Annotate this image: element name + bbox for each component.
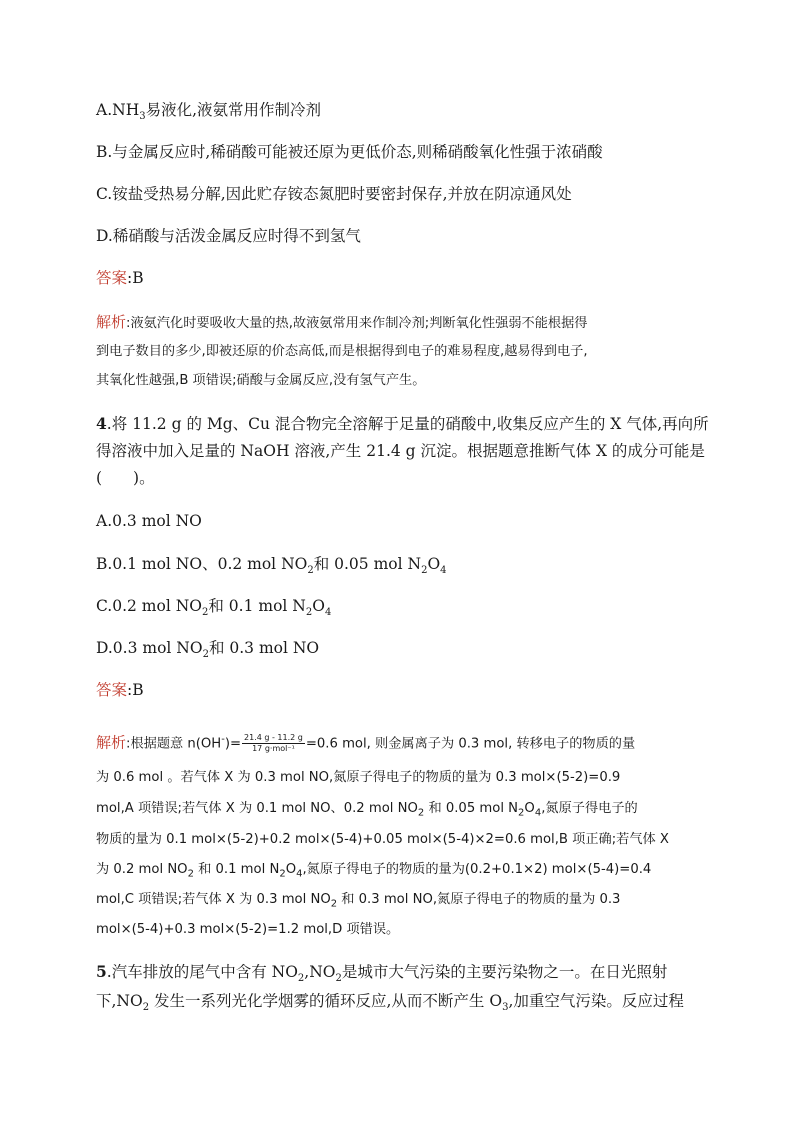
- option-letter: B.: [96, 143, 113, 161]
- option-text: 铵盐受热易分解,因此贮存铵态氮肥时要密封保存,并放在阴凉通风处: [112, 185, 572, 203]
- fraction-numerator: 21.4 g - 11.2 g: [244, 732, 303, 742]
- option-letter: C.: [96, 185, 113, 203]
- option-d: [96, 226, 698, 246]
- option-letter: D.: [96, 227, 113, 245]
- option-text: 和 0.3 mol NO: [208, 639, 320, 657]
- option-text: 稀硝酸与活泼金属反应时得不到氢气: [112, 227, 361, 245]
- subscript: 2: [335, 973, 342, 985]
- option-text: D.0.3 mol NO: [96, 639, 203, 657]
- option-c: [96, 184, 698, 204]
- q4-option-d: [96, 638, 698, 665]
- subscript: 3: [502, 1002, 509, 1014]
- question-text: 得溶液中加入足量的 NaOH 溶液,产生 21.4 g 沉淀。根据题意推断气体 X 的成分可能是: [96, 442, 705, 460]
- explanation-text: :液氨汽化时要吸收大量的热,故液氨常用来作制冷剂;判断氧化性强弱不能根据得: [126, 316, 588, 331]
- option-text: O: [312, 597, 325, 615]
- option-text: 和 0.05 mol N: [313, 555, 422, 573]
- explanation-text: mol×(5-4)+0.3 mol×(5-2)=1.2 mol,D 项错误。: [96, 922, 400, 937]
- q5-stem-line-2: [96, 991, 698, 1018]
- fraction: [242, 733, 305, 754]
- option-text: 易液化,液氨常用作制冷剂: [145, 101, 322, 119]
- option-text: A.0.3 mol NO: [96, 512, 202, 530]
- option-a: [96, 100, 698, 127]
- subscript: 2: [202, 607, 209, 619]
- subscript: 2: [307, 565, 314, 577]
- subscript: 4: [440, 565, 447, 577]
- subscript: 4: [324, 607, 332, 619]
- q4-stem-line-3: [96, 468, 698, 488]
- question-text: ( )。: [96, 469, 155, 487]
- explanation-text: ,氮原子得电子的物质的量为(0.2+0.1×2) mol×(5-4)=0.4: [302, 862, 652, 877]
- subscript: 2: [421, 565, 428, 577]
- q4-explanation-line-3: [96, 799, 698, 824]
- q3-explanation-line-2: [96, 342, 698, 362]
- explanation-text: O: [285, 862, 297, 877]
- question-text: ,NO: [304, 963, 336, 981]
- subscript: 2: [279, 868, 286, 880]
- question-number: 5: [96, 962, 107, 981]
- explanation-text: ,氮原子得电子的: [541, 801, 638, 816]
- explanation-text: =0.6 mol, 则金属离子为 0.3 mol, 转移电子的物质的量: [305, 736, 636, 752]
- q4-option-a: [96, 511, 698, 531]
- answer-label: 答案: [96, 681, 128, 699]
- explanation-text: 其氧化性越强,B 项错误;硝酸与金属反应,没有氢气产生。: [96, 373, 426, 388]
- option-text: NH: [112, 101, 140, 119]
- option-text: 和 0.1 mol N: [208, 597, 306, 615]
- subscript: 2: [202, 649, 209, 661]
- explanation-text: 到电子数目的多少,即被还原的价态高低,而是根据得到电子的难易程度,越易得到电子,: [96, 344, 588, 359]
- q3-answer: [96, 268, 698, 288]
- explanation-text: 物质的量为 0.1 mol×(5-2)+0.2 mol×(5-4)+0.05 mol×(5-4)×2=0.6 mol,B 项正确;若气体 X: [96, 832, 669, 847]
- explanation-text: :根据题意 n(OH: [126, 736, 222, 752]
- q5-stem-line-1: [96, 962, 698, 989]
- subscript: 2: [187, 868, 194, 880]
- subscript: 2: [518, 807, 525, 819]
- q3-explanation-line-3: [96, 371, 698, 391]
- subscript: 2: [417, 807, 425, 819]
- answer-value: :B: [127, 269, 144, 287]
- explanation-text: mol,A 项错误;若气体 X 为 0.1 mol NO、0.2 mol NO: [96, 801, 418, 816]
- answer-label: 答案: [96, 269, 128, 287]
- explanation-text: )=: [224, 736, 242, 752]
- q4-stem-line-2: [96, 441, 705, 461]
- q4-explanation-line-4: [96, 830, 698, 850]
- subscript: 3: [139, 111, 146, 123]
- option-text: B.0.1 mol NO、0.2 mol NO: [96, 555, 308, 573]
- explanation-text: 和 0.05 mol N: [424, 801, 519, 816]
- explanation-label: 解析: [96, 313, 127, 331]
- question-text: 下,NO: [96, 992, 143, 1010]
- explanation-text: O: [524, 801, 535, 816]
- q4-explanation-line-7: [96, 920, 698, 940]
- fraction-denominator: 17 g·mol⁻¹: [252, 743, 295, 753]
- question-text: .将 11.2 g 的 Mg、Cu 混合物完全溶解于足量的硝酸中,收集反应产生的 X 气体,再向所: [106, 415, 709, 433]
- answer-value: :B: [127, 681, 144, 699]
- q4-answer: [96, 680, 698, 700]
- q4-explanation-line-1: [96, 730, 698, 754]
- q4-explanation-line-6: [96, 890, 698, 915]
- option-text: 与金属反应时,稀硝酸可能被还原为更低价态,则稀硝酸氧化性强于浓硝酸: [112, 143, 603, 161]
- explanation-text: mol,C 项错误;若气体 X 为 0.3 mol NO: [96, 892, 331, 907]
- subscript: 4: [534, 807, 542, 819]
- superscript: -: [221, 734, 225, 745]
- question-text: .汽车排放的尾气中含有 NO: [106, 963, 298, 981]
- option-text: C.0.2 mol NO: [96, 597, 202, 615]
- explanation-text: 和 0.1 mol N: [193, 862, 280, 877]
- explanation-label: 解析: [96, 733, 127, 752]
- q4-explanation-line-5: [96, 860, 698, 885]
- option-text: O: [427, 555, 441, 573]
- option-letter: A.: [96, 101, 113, 119]
- subscript: 4: [296, 868, 303, 880]
- q4-option-b: [96, 554, 698, 581]
- subscript: 2: [297, 973, 305, 985]
- question-text: 发生一系列光化学烟雾的循环反应,从而不断产生 O: [149, 992, 503, 1010]
- explanation-text: 为 0.6 mol 。若气体 X 为 0.3 mol NO,氮原子得电子的物质的量为 0.3 mol×(5-2)=0.9: [96, 770, 621, 785]
- subscript: 2: [305, 607, 313, 619]
- explanation-text: 和 0.3 mol NO,氮原子得电子的物质的量为 0.3: [337, 892, 621, 907]
- q3-explanation-line-1: [96, 312, 698, 334]
- question-number: 4: [96, 414, 107, 433]
- q4-explanation-line-2: [96, 768, 698, 788]
- question-text: ,加重空气污染。反应过程: [508, 992, 684, 1010]
- q4-stem-line-1: [96, 414, 709, 434]
- explanation-text: 为 0.2 mol NO: [96, 862, 188, 877]
- option-b: [96, 142, 698, 162]
- q4-option-c: [96, 596, 698, 623]
- subscript: 2: [142, 1002, 150, 1014]
- subscript: 2: [330, 898, 338, 910]
- question-text: 是城市大气污染的主要污染物之一。在日光照射: [341, 963, 668, 981]
